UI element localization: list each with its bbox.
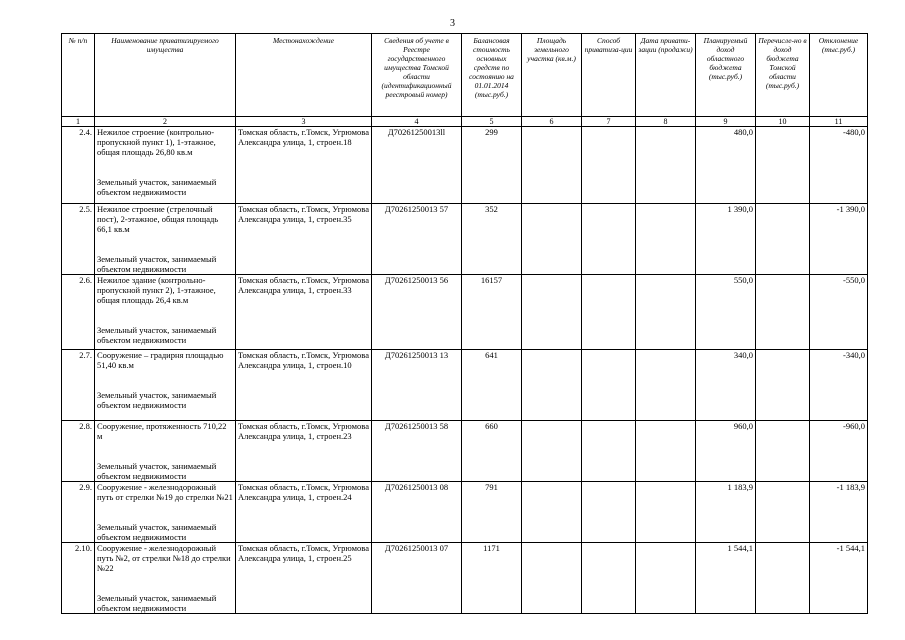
table-row [62, 543, 868, 614]
row-number: 2.8. [62, 421, 95, 482]
land-plot-note: Земельный участок, занимаемый объектом недвижимости [97, 254, 217, 274]
registry-number: Д70261250013 56 [372, 275, 462, 350]
deviation-value: -1 183,9 [810, 482, 868, 543]
land-area [522, 482, 582, 543]
land-plot-note: Земельный участок, занимаемый объектом недвижимости [97, 177, 217, 197]
registry-number: Д70261250013 57 [372, 204, 462, 275]
land-area [522, 127, 582, 204]
column-number: 2 [95, 117, 236, 127]
planned-income: 480,0 [696, 127, 756, 204]
privatization-method [582, 421, 636, 482]
table-row [62, 204, 868, 275]
balance-value: 791 [462, 482, 522, 543]
property-title: Сооружение - железнодорожный путь №2, от стрелки №18 до стрелки №22 [97, 543, 231, 573]
header-area: Площадь земельного участка (кв.м.) [522, 34, 582, 117]
property-title: Сооружение – градирня площадью 51,40 кв.м [97, 350, 224, 370]
transferred-amount [756, 127, 810, 204]
table-row [62, 421, 868, 482]
property-location: Томская область, г.Томск, Угрюмова Александра улица, 1, строен.25 [236, 543, 372, 614]
property-location: Томская область, г.Томск, Угрюмова Александра улица, 1, строен.33 [236, 275, 372, 350]
transferred-amount [756, 204, 810, 275]
property-name [95, 482, 236, 543]
header-row [62, 34, 868, 117]
property-name [95, 543, 236, 614]
planned-income: 1 183,9 [696, 482, 756, 543]
transferred-amount [756, 543, 810, 614]
spacer [97, 502, 233, 522]
land-area [522, 275, 582, 350]
planned-income: 1 544,1 [696, 543, 756, 614]
column-number: 7 [582, 117, 636, 127]
column-number: 5 [462, 117, 522, 127]
deviation-value: -480,0 [810, 127, 868, 204]
property-title: Нежилое строение (контрольно-пропускной пункт 1), 1-этажное, общая площадь 26,80 кв.м [97, 127, 216, 157]
privatization-method [582, 482, 636, 543]
transferred-amount [756, 275, 810, 350]
header-balance: Балансовая стоимость основных средств по состоянию на 01.01.2014 (тыс.руб.) [462, 34, 522, 117]
row-number: 2.4. [62, 127, 95, 204]
column-number-row [62, 117, 868, 127]
header-transferred: Перечисле-но в доход бюджета Томской области (тыс.руб.) [756, 34, 810, 117]
planned-income: 960,0 [696, 421, 756, 482]
planned-income: 340,0 [696, 350, 756, 421]
land-area [522, 543, 582, 614]
deviation-value: -1 390,0 [810, 204, 868, 275]
land-plot-note: Земельный участок, занимаемый объектом недвижимости [97, 461, 217, 481]
transferred-amount [756, 421, 810, 482]
column-number: 9 [696, 117, 756, 127]
land-area [522, 421, 582, 482]
property-title: Нежилое строение (стрелочный пост), 2-этажное, общая площадь 66,1 кв.м [97, 204, 219, 234]
property-title: Сооружение - железнодорожный путь от стрелки №19 до стрелки №21 [97, 482, 233, 502]
privatization-date [636, 275, 696, 350]
land-plot-note: Земельный участок, занимаемый объектом недвижимости [97, 522, 217, 542]
column-number: 1 [62, 117, 95, 127]
registry-number: Д70261250013 13 [372, 350, 462, 421]
balance-value: 641 [462, 350, 522, 421]
planned-income: 550,0 [696, 275, 756, 350]
privatization-date [636, 543, 696, 614]
property-location: Томская область, г.Томск, Угрюмова Александра улица, 1, строен.23 [236, 421, 372, 482]
column-number: 4 [372, 117, 462, 127]
property-name [95, 204, 236, 275]
land-plot-note: Земельный участок, занимаемый объектом недвижимости [97, 593, 217, 613]
spacer [97, 441, 233, 461]
property-location: Томская область, г.Томск, Угрюмова Александра улица, 1, строен.24 [236, 482, 372, 543]
header-planned: Планируемый доход областного бюджета (тыс.руб.) [696, 34, 756, 117]
land-plot-note: Земельный участок, занимаемый объектом недвижимости [97, 325, 217, 345]
column-number: 3 [236, 117, 372, 127]
table-row [62, 482, 868, 543]
registry-number: Д70261250013 08 [372, 482, 462, 543]
row-number: 2.10. [62, 543, 95, 614]
table-row [62, 127, 868, 204]
balance-value: 352 [462, 204, 522, 275]
column-number: 10 [756, 117, 810, 127]
privatization-date [636, 127, 696, 204]
header-num: № п/п [62, 34, 95, 117]
column-number: 6 [522, 117, 582, 127]
property-location: Томская область, г.Томск, Угрюмова Александра улица, 1, строен.18 [236, 127, 372, 204]
land-plot-note: Земельный участок, занимаемый объектом недвижимости [97, 390, 217, 410]
transferred-amount [756, 482, 810, 543]
privatization-method [582, 350, 636, 421]
column-number: 11 [810, 117, 868, 127]
row-number: 2.9. [62, 482, 95, 543]
balance-value: 660 [462, 421, 522, 482]
privatization-method [582, 275, 636, 350]
spacer [97, 573, 233, 593]
header-deviation: Отклонение (тыс.руб.) [810, 34, 868, 117]
registry-number: Д70261250013 58 [372, 421, 462, 482]
balance-value: 299 [462, 127, 522, 204]
privatization-method [582, 543, 636, 614]
property-name [95, 421, 236, 482]
transferred-amount [756, 350, 810, 421]
header-name: Наименование приватизируемого имущества [95, 34, 236, 117]
privatization-method [582, 204, 636, 275]
deviation-value: -960,0 [810, 421, 868, 482]
column-number: 8 [636, 117, 696, 127]
balance-value: 1171 [462, 543, 522, 614]
header-registry: Сведения об учете в Реестре государственного имущества Томской области (идентификационный реестровый номер) [372, 34, 462, 117]
property-title: Нежилое здание (контрольно-пропускной пункт 2), 1-этажное, общая площадь 26,4 кв.м [97, 275, 216, 305]
header-method: Способ приватиза-ции [582, 34, 636, 117]
spacer [97, 157, 233, 177]
property-title: Сооружение, протяженность 710,22 м [97, 421, 227, 441]
privatization-date [636, 204, 696, 275]
property-location: Томская область, г.Томск, Угрюмова Александра улица, 1, строен.35 [236, 204, 372, 275]
row-number: 2.7. [62, 350, 95, 421]
privatization-date [636, 421, 696, 482]
header-date: Дата привати-зации (продажи) [636, 34, 696, 117]
property-name [95, 275, 236, 350]
planned-income: 1 390,0 [696, 204, 756, 275]
row-number: 2.6. [62, 275, 95, 350]
property-name [95, 127, 236, 204]
spacer [97, 370, 233, 390]
property-location: Томская область, г.Томск, Угрюмова Александра улица, 1, строен.10 [236, 350, 372, 421]
deviation-value: -1 544,1 [810, 543, 868, 614]
table-row [62, 275, 868, 350]
privatization-table [61, 33, 868, 614]
deviation-value: -340,0 [810, 350, 868, 421]
spacer [97, 305, 233, 325]
registry-number: Д70261250013 07 [372, 543, 462, 614]
row-number: 2.5. [62, 204, 95, 275]
header-location: Местонахождение [236, 34, 372, 117]
registry-number: Д70261250013ll [372, 127, 462, 204]
privatization-date [636, 350, 696, 421]
balance-value: 16157 [462, 275, 522, 350]
page-number: 3 [450, 18, 455, 29]
deviation-value: -550,0 [810, 275, 868, 350]
land-area [522, 350, 582, 421]
spacer [97, 234, 233, 254]
privatization-method [582, 127, 636, 204]
privatization-date [636, 482, 696, 543]
property-name [95, 350, 236, 421]
land-area [522, 204, 582, 275]
table-row [62, 350, 868, 421]
